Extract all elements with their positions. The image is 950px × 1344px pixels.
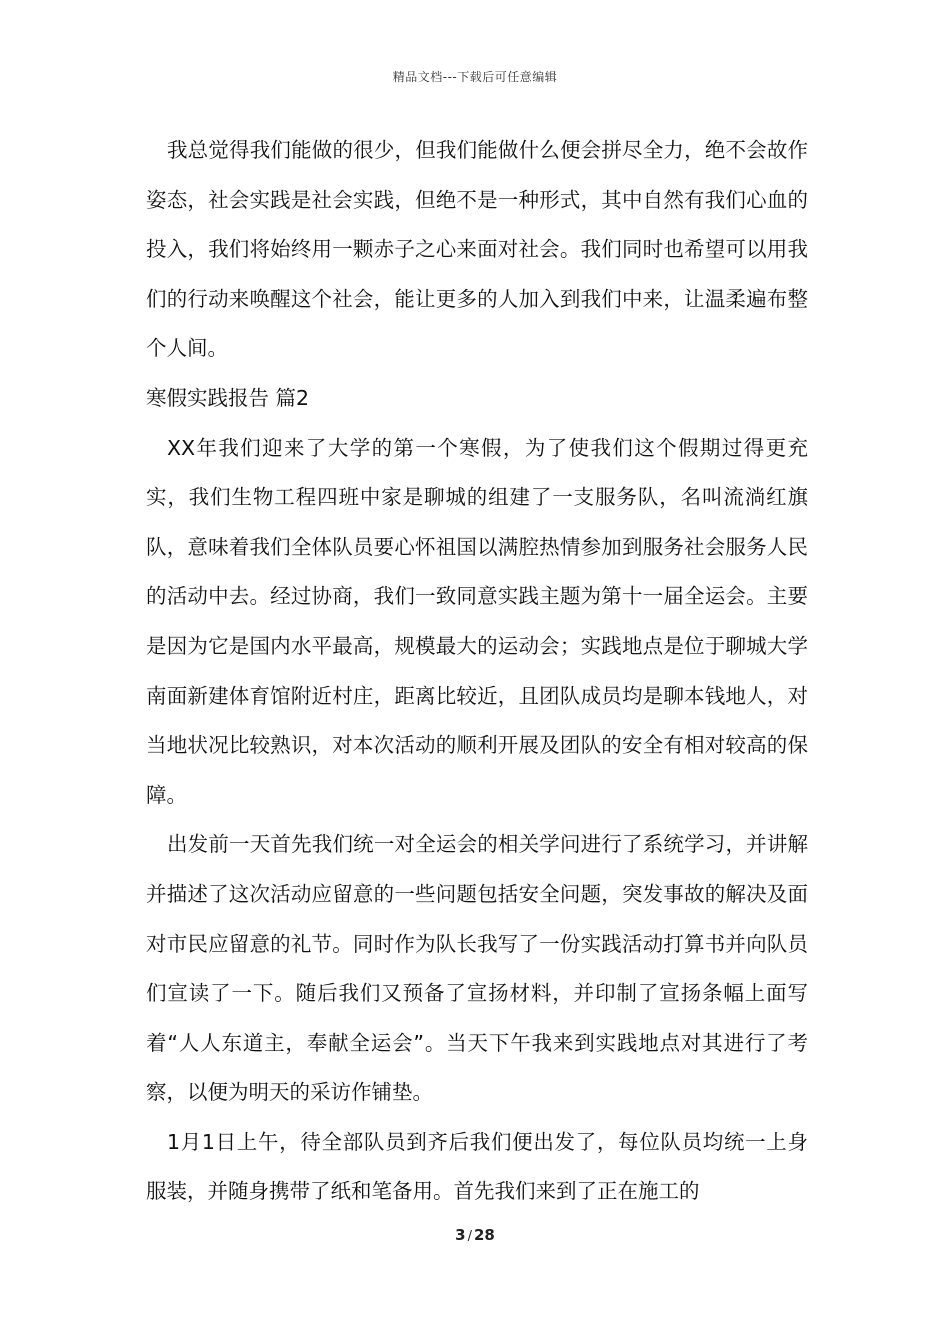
paragraph-2: XX年我们迎来了大学的第一个寒假，为了使我们这个假期过得更充实，我们生物工程四班中家是聊城的组建了一支服务队，名叫流淌红旗队，意味着我们全体队员要心怀祖国以满腔热情参加到服务社会服务人民的活动中去。经过协商，我们一致同意实践主题为第十一届全运会。主要是因为它是国内水平最高，规模最大的运动会；实践地点是位于聊城大学南面新建体育馆附近村庄，距离比较近，且团队成员均是聊本钱地人，对当地状况比较熟识，对本次活动的顺利开展及团队的安全有相对较高的保障。 [146, 435, 808, 807]
total-pages: 28 [473, 1226, 495, 1244]
section-heading: 寒假实践报告 篇2 [146, 385, 310, 410]
current-page: 3 [455, 1226, 466, 1244]
paragraph-1: 我总觉得我们能做的很少，但我们能做什么便会拼尽全力，绝不会故作姿态，社会实践是社会实践，但绝不是一种形式，其中自然有我们心血的投入，我们将始终用一颗赤子之心来面对社会。我们同时也希望可以用我们的行动来唤醒这个社会，能让更多的人加入到我们中来，让温柔遍布整个人间。 [146, 138, 808, 361]
paragraph-3: 出发前一天首先我们统一对全运会的相关学问进行了系统学习，并讲解并描述了这次活动应留意的一些问题包括安全问题，突发事故的解决及面对市民应留意的礼节。同时作为队长我写了一份实践活动打算书并向队员们宣读了一下。随后我们又预备了宣扬材料，并印制了宣扬条幅上面写着“人人东道主，奉献全运会”。当天下午我来到实践地点对其进行了考察，以便为明天的采访作铺垫。 [146, 832, 808, 1105]
page-number [0, 1226, 950, 1244]
page-separator: / [467, 1229, 472, 1244]
page-header [0, 68, 950, 85]
header-text: 精品文档---下载后可任意编辑 [392, 70, 558, 84]
paragraph-4: 1月1日上午，待全部队员到齐后我们便出发了，每位队员均统一上身服装，并随身携带了纸和笔备用。首先我们来到了正在施工的 [146, 1129, 808, 1204]
document-body [146, 126, 808, 1217]
